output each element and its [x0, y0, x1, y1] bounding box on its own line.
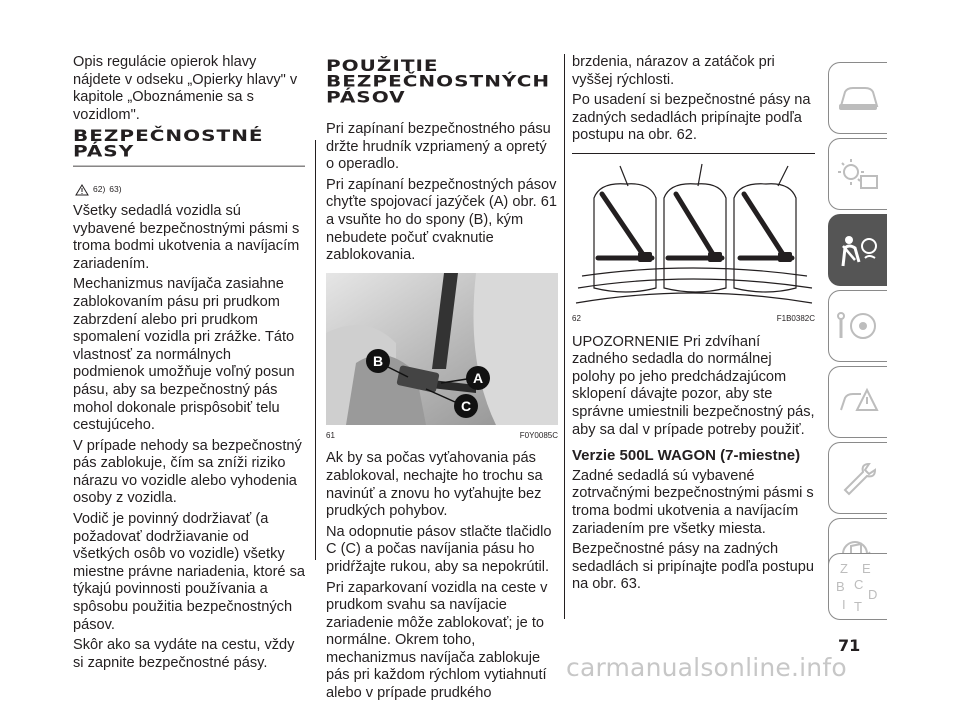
- paragraph: Bezpečnostné pásy na zadných sedadlách si pripínajte podľa postupu na obr. 63.: [572, 541, 814, 593]
- warning-ref[interactable]: 63): [109, 184, 122, 195]
- index-letter: D: [868, 586, 878, 602]
- paragraph: Pri zapínaní bezpečnostného pásu držte hrudník vzpriamený a opretý o operadlo.: [326, 121, 551, 173]
- paragraph: Pri zapínaní bezpečnostných pásov chyťte spojovací jazýček (A) obr. 61 a vsuňte ho do spony (B), kým nebudete počuť cvaknutie zablokovania.: [326, 176, 557, 264]
- figure-62: [572, 153, 815, 328]
- warning-road-icon: [837, 384, 879, 420]
- warning-ref[interactable]: 62): [93, 184, 106, 195]
- paragraph: Mechanizmus navíjača zasiahne zablokovaním pásu pri prudkom zabrzdení alebo pri prudkom spomalení vozidla pri zrážke. Táto vlastnosť za normálnych podmienok umožňuje voľný posun pásu, aby sa bezpečnostný pás mohol dokonale prispôsobiť telu cestujúceho.: [73, 276, 295, 434]
- tab-starting-driving[interactable]: [828, 290, 887, 362]
- heading-line: PÁSY: [73, 141, 135, 162]
- figure-number: 61: [326, 430, 335, 440]
- rear-seats-belt-illustration: [572, 158, 815, 308]
- figure-caption: [326, 427, 558, 445]
- paragraph: Ak by sa počas vyťahovania pás zablokoval, nechajte ho trochu sa navinúť a znovu ho vyťahujte bez prudkých pohybov.: [326, 450, 543, 520]
- label-c: C: [460, 397, 472, 414]
- tab-emergency[interactable]: [828, 366, 887, 438]
- heading-line: PÁSOV: [326, 86, 406, 107]
- paragraph: Po usadení si bezpečnostné pásy na zadných sedadlách pripínajte podľa postupu na obr. 62.: [572, 92, 811, 144]
- watermark: carmanualsonline.info: [566, 653, 847, 682]
- figure-caption: [572, 310, 815, 328]
- tab-safety[interactable]: [828, 214, 887, 286]
- index-letter: Z: [840, 560, 848, 576]
- figure-61: [326, 273, 558, 445]
- index-icon: [832, 559, 884, 615]
- column-divider: [564, 54, 565, 619]
- figure-code: F0Y0085C: [519, 430, 558, 440]
- intro-paragraph: Opis regulácie opierok hlavy nájdete v odseku „Opierky hlavy" v kapitole „Oboznámenie sa s vozidlom".: [73, 54, 298, 123]
- car-dashboard-icon: [837, 80, 879, 116]
- paragraph: brzdenia, nárazov a zatáčok pri vyššej rýchlosti.: [572, 54, 775, 88]
- label-b: B: [372, 352, 384, 369]
- figure-number: 62: [572, 313, 581, 323]
- index-letter: B: [836, 578, 845, 594]
- figure-code: F1B0382C: [776, 313, 815, 323]
- subheading-500l-wagon: Verzie 500L WAGON (7-miestne): [572, 447, 801, 465]
- warning-references: [75, 181, 305, 199]
- tab-vehicle[interactable]: [828, 62, 887, 134]
- index-letter: I: [842, 596, 846, 612]
- key-steering-wheel-icon: [837, 308, 879, 344]
- paragraph: Všetky sedadlá vozidla sú vybavené bezpečnostnými pásmi s troma bodmi ukotvenia a navíjacím zariadením.: [73, 202, 300, 272]
- section-heading-seatbelt-use: [326, 55, 558, 107]
- heading-line: POUŽITIE: [326, 55, 439, 76]
- paragraph: Skôr ako sa vydáte na cestu, vždy si zapnite bezpečnostné pásy.: [73, 637, 295, 671]
- page-number: 71: [838, 636, 861, 655]
- warning-triangle-icon: [75, 184, 89, 196]
- tab-lights[interactable]: [828, 138, 887, 210]
- index-letter: E: [862, 560, 871, 576]
- sun-light-icon: [837, 156, 879, 192]
- index-letter: T: [854, 598, 862, 614]
- paragraph: V prípade nehody sa bezpečnostný pás zablokuje, čím sa zníži riziko nárazu vo vozidle alebo vyhodenia osoby z vozidla.: [73, 437, 302, 507]
- wrench-icon: [837, 460, 879, 496]
- seatbelt-buckle-photo: [326, 273, 558, 425]
- column-2: [326, 54, 558, 706]
- paragraph: Na odopnutie pásov stlačte tlačidlo C (C) a počas navíjania pásu ho pridŕžajte rukou, aby sa nepokrútil.: [326, 523, 552, 575]
- column-1: [73, 54, 305, 675]
- heading-line: BEZPEČNOSTNÝCH: [326, 71, 551, 91]
- paragraph: Vodič je povinný dodržiavať (a požadovať dodržiavanie od všetkých osôb vo vozidle) všetky miestne právne nariadenia, ktoré sa týkajú povinnosti používania a spôsobu použitia bezpečnostných pásov.: [73, 511, 306, 633]
- paragraph: Zadné sedadlá sú vybavené zotrvačnými bezpečnostnými pásmi s troma bodmi ukotvenia a navíjacím zariadením pre všetky miesta.: [572, 467, 814, 537]
- tab-index[interactable]: [828, 553, 887, 620]
- tab-maintenance[interactable]: [828, 442, 887, 514]
- heading-line: BEZPEČNOSTNÉ: [73, 125, 264, 146]
- paragraph: Pri zaparkovaní vozidla na ceste v prudkom svahu sa navíjacie zariadenie môže zablokovať; je to normálne. Okrem toho, mechanizmus navíjača zablokuje pás pri každom rýchlom vytiahnutí alebo v prípade prudkého: [326, 579, 548, 702]
- paragraph: UPOZORNENIE Pri zdvíhaní zadného sedadla do normálnej polohy po jeho predchádzajúcom sklopení dávajte pozor, aby ste správne umiestnili bezpečnostný pás, aby sa dal v prípade potreby použiť.: [572, 333, 815, 438]
- label-a: A: [472, 369, 484, 386]
- section-heading-seatbelts: [73, 125, 305, 167]
- seatbelt-airbag-icon: [837, 232, 879, 268]
- column-3: [572, 54, 815, 597]
- column-divider: [315, 140, 316, 560]
- index-letter: C: [854, 576, 864, 592]
